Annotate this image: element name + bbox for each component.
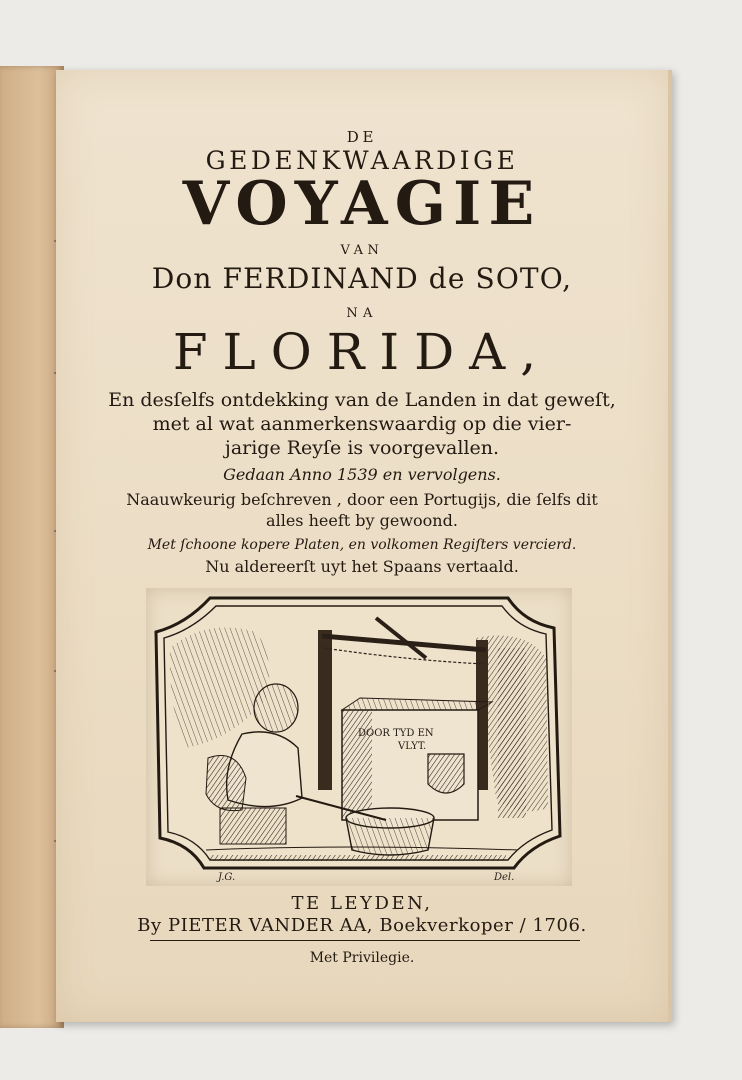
author-line-2: alles heeft by gewoond.	[266, 511, 458, 530]
description-line-3: jarige Reyſe is voorgevallen.	[224, 437, 500, 459]
plates-line: Met ſchoone kopere Platen, en volkomen Regiſters vercierd.	[147, 537, 577, 553]
title-adjective: GEDENKWAARDIGE	[205, 146, 519, 175]
imprint-publisher: By PIETER VANDER AA, Boekverkoper / 1706.	[137, 915, 587, 936]
title-person: Don FERDINAND de SOTO,	[151, 262, 573, 295]
engraver-signature: J.G.	[218, 872, 236, 883]
imprint-rule	[150, 940, 580, 941]
motto-line-2: VLYT.	[398, 741, 427, 752]
title-van: VAN	[340, 243, 384, 258]
author-line-1: Naauwkeurig beſchreven , door een Portugijs, die ſelfs dit	[126, 490, 598, 509]
title-na: NA	[346, 306, 378, 321]
description-line-2: met al wat aanmerkenswaardig op die vier-	[152, 413, 572, 435]
title-destination: FLORIDA,	[172, 323, 552, 381]
description-line-1: En desſelfs ontdekking van de Landen in dat geweſt,	[108, 389, 616, 411]
left-page-edge	[0, 66, 64, 1028]
translated-line: Nu aldereerſt uyt het Spaans vertaald.	[205, 557, 519, 576]
engraving-plate	[146, 588, 572, 886]
engraving-illustration	[146, 588, 572, 886]
privilege-line: Met Privilegie.	[309, 950, 415, 966]
title-article: DE	[346, 128, 378, 146]
imprint-place: TE LEYDEN,	[291, 893, 433, 914]
title-main: VOYAGIE	[182, 169, 542, 239]
motto-line-1: DOOR TYD EN	[358, 728, 434, 739]
designer-signature: Del.	[494, 872, 515, 883]
date-line: Gedaan Anno 1539 en vervolgens.	[223, 465, 501, 484]
